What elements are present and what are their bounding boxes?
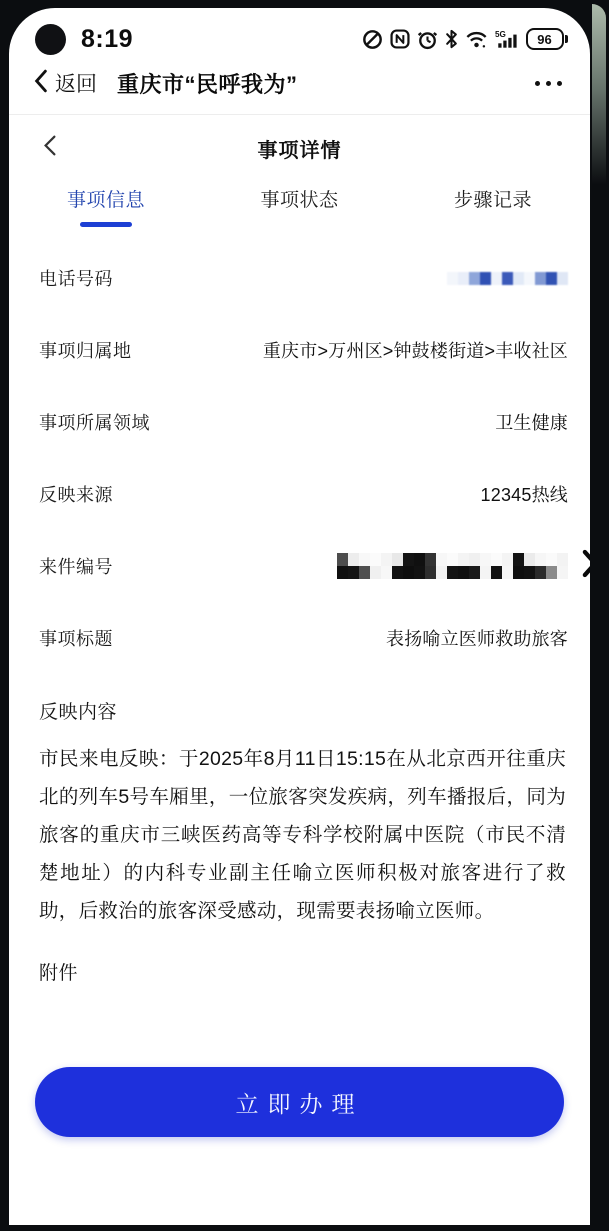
bluetooth-icon [445, 29, 458, 49]
redacted-ref-number [337, 553, 568, 579]
field-value: 12345热线 [480, 485, 568, 505]
app-header [9, 56, 590, 106]
active-tab-indicator [80, 222, 132, 227]
field-list [9, 265, 590, 651]
field-row-phone [39, 265, 568, 291]
field-value: 表扬喻立医师救助旅客 [386, 629, 568, 649]
back-chevron-icon [33, 69, 49, 98]
field-row-area [39, 337, 568, 363]
tab-label: 事项信息 [67, 190, 146, 211]
page-title: 事项详情 [257, 139, 342, 162]
field-label: 事项标题 [39, 629, 113, 649]
field-row-title [39, 625, 568, 651]
redacted-phone-number [447, 272, 568, 285]
app-title: 重庆市“民呼我为” [117, 71, 298, 97]
tab-item-info[interactable] [67, 185, 145, 227]
status-icons [362, 28, 569, 50]
status-time: 8:19 [81, 24, 134, 53]
field-label: 事项所属领域 [39, 413, 150, 433]
field-value: 重庆市>万州区>钟鼓楼街道>丰收社区 [262, 341, 568, 361]
alarm-icon [417, 29, 438, 50]
battery-percent: 96 [537, 31, 552, 47]
wifi-icon [465, 30, 488, 49]
content-text: 市民来电反映：于2025年8月11日15:15在从北京西开往重庆北的列车5号车厢里，一位旅客突发疾病，列车播报后，同为旅客的重庆市三峡医药高等专科学校附属中医院（市民不清楚地址）的内科专业副主任喻立医师积极对旅客进行了救助，后救治的旅客深受感动，现需要表扬喻立医师。 [39, 748, 566, 922]
phone-screen [9, 8, 590, 1225]
tab-bar [9, 185, 590, 227]
tab-label: 事项状态 [260, 190, 339, 211]
data-saver-icon [362, 29, 383, 50]
tab-step-record[interactable] [454, 185, 532, 227]
page-header [9, 119, 590, 177]
field-label: 反映来源 [39, 485, 113, 505]
handle-now-button[interactable]: 立即办理 [35, 1067, 564, 1137]
svg-text:5G: 5G [494, 29, 506, 39]
more-options-button[interactable] [535, 81, 562, 86]
tab-item-status[interactable] [260, 185, 338, 227]
attachment-label: 附件 [39, 963, 79, 984]
tab-label: 步骤记录 [453, 190, 532, 211]
battery-icon [526, 28, 569, 50]
status-bar [9, 8, 590, 56]
signal-5g-icon [495, 29, 519, 50]
field-label: 事项归属地 [39, 341, 132, 361]
app-back-button[interactable] [33, 68, 97, 98]
header-divider [9, 114, 590, 115]
content-section [9, 697, 590, 930]
field-row-source [39, 481, 568, 507]
field-label: 电话号码 [39, 269, 113, 289]
back-label: 返回 [55, 73, 97, 96]
field-row-domain [39, 409, 568, 435]
nfc-icon [390, 29, 410, 49]
content-label: 反映内容 [39, 702, 118, 723]
field-row-ref-number [39, 553, 568, 579]
phone-edge-reflection [592, 4, 606, 194]
field-label: 来件编号 [39, 557, 113, 577]
field-value: 卫生健康 [495, 413, 568, 433]
page-back-button[interactable] [43, 135, 57, 162]
front-camera-punch-hole [35, 24, 66, 55]
chevron-right-icon[interactable] [582, 550, 590, 583]
